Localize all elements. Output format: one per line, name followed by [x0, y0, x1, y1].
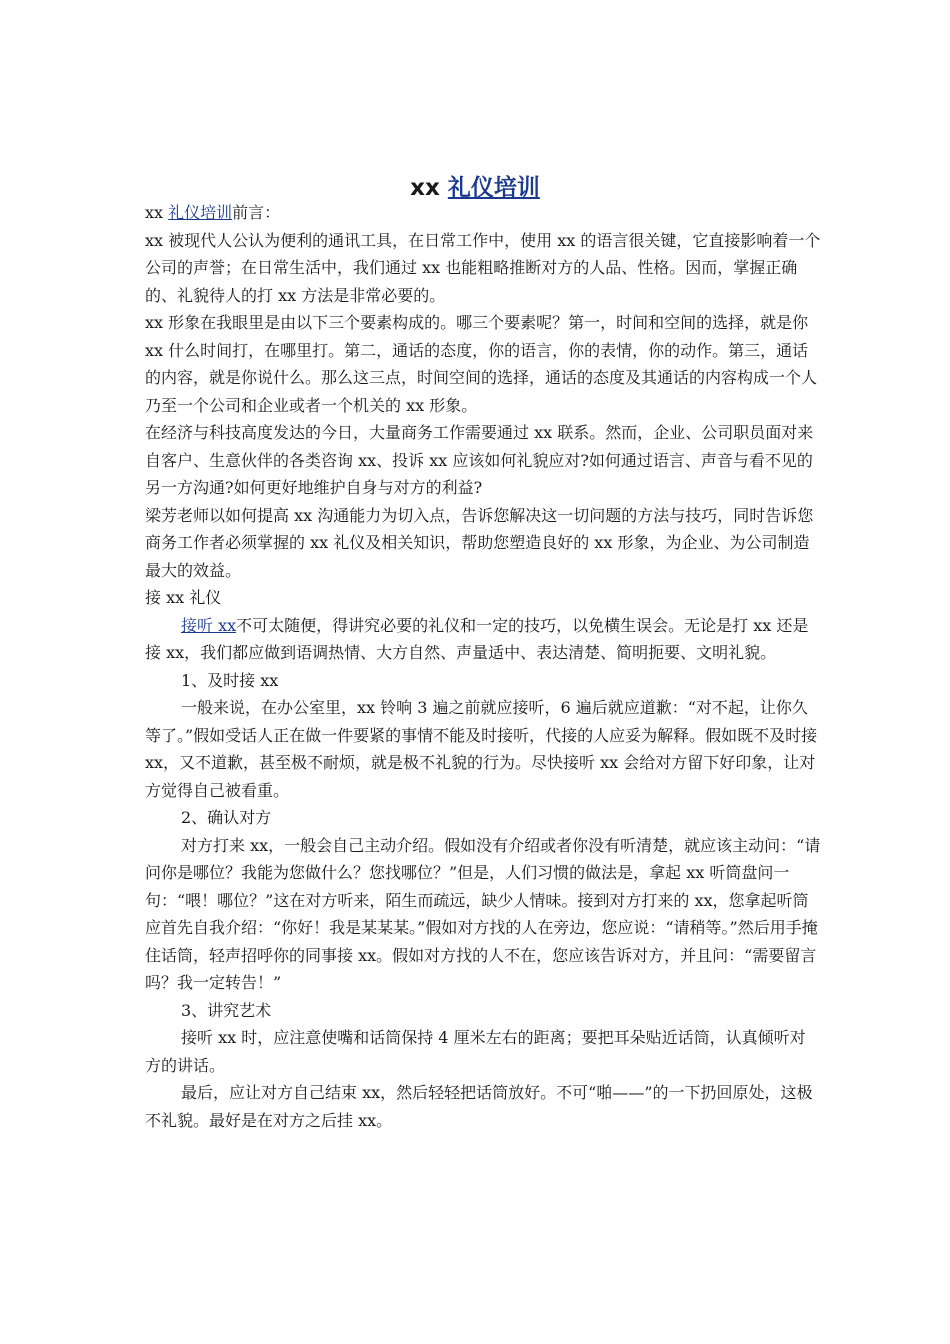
- item-2-heading: 2、确认对方: [181, 808, 272, 827]
- section-heading: 接 xx 礼仪: [145, 588, 222, 607]
- intro-heading-prefix: xx: [145, 203, 169, 222]
- paragraph-2: xx 形象在我眼里是由以下三个要素构成的。哪三个要素呢？第一，时间和空间的选择，就是你 xx 什么时间打，在哪里打。第二，通话的态度，你的语言，你的表情，你的动作。第三，通话的内容，就是你说什么。那么这三点，时间空间的选择，通话的态度及其通话的内容构成一个人乃至一个公司和企业或者一个机关的 xx 形象。: [145, 313, 818, 415]
- intro-heading-suffix: 前言：: [232, 203, 281, 222]
- item-1-heading: 1、及时接 xx: [181, 670, 279, 690]
- item-3-paragraph-2: 最后，应让对方自己结束 xx，然后轻轻把话筒放好。不可“啪——”的一下扔回原处，这极不礼貌。最好是在对方之后挂 xx。: [145, 1083, 813, 1130]
- section-intro-link[interactable]: 接听 xx: [181, 615, 237, 635]
- document-body: [145, 199, 821, 1134]
- paragraph-4: 梁芳老师以如何提高 xx 沟通能力为切入点，告诉您解决这一切问题的方法与技巧，同时告诉您商务工作者必须掌握的 xx 礼仪及相关知识，帮助您塑造良好的 xx 形象，为企业、为公司制造最大的效益。: [145, 505, 814, 580]
- title-prefix: xx: [410, 175, 448, 201]
- item-3-paragraph-1: 接听 xx 时，应注意使嘴和话筒保持 4 厘米左右的距离；要把耳朵贴近话筒，认真倾听对方的讲话。: [145, 1028, 806, 1075]
- intro-heading: [145, 199, 821, 227]
- item-2-paragraph: 对方打来 xx，一般会自己主动介绍。假如没有介绍或者你没有听清楚，就应该主动问：“请问你是哪位？我能为您做什么？您找哪位？”但是，人们习惯的做法是，拿起 xx 听筒盘问一句：“喂！哪位？”这在对方听来，陌生而疏远，缺少人情味。接到对方打来的 xx，您拿起听筒应首先自我介绍：“你好！我是某某某。”假如对方找的人在旁边，您应说：“请稍等。”然后用手掩住话筒，轻声招呼你的同事接 xx。假如对方找的人不在，您应该告诉对方，并且问：“需要留言吗？我一定转告！”: [145, 835, 821, 992]
- intro-heading-link[interactable]: 礼仪培训: [168, 203, 233, 222]
- paragraph-1: xx 被现代人公认为便利的通讯工具，在日常工作中，使用 xx 的语言很关键，它直接影响着一个公司的声誉；在日常生活中，我们通过 xx 也能粗略推断对方的人品、性格。因而，掌握正确的、礼貌待人的打 xx 方法是非常必要的。: [145, 230, 821, 305]
- paragraph-3: 在经济与科技高度发达的今日，大量商务工作需要通过 xx 联系。然而，企业、公司职员面对来自客户、生意伙伴的各类咨询 xx、投诉 xx 应该如何礼貌应对?如何通过语言、声音与看不见的另一方沟通?如何更好地维护自身与对方的利益?: [145, 423, 814, 497]
- section-intro: [145, 612, 821, 667]
- title-link[interactable]: 礼仪培训: [447, 175, 540, 201]
- section-intro-text: 不可太随便，得讲究必要的礼仪和一定的技巧，以免横生误会。无论是打 xx 还是接 xx，我们都应做到语调热情、大方自然、声量适中、表达清楚、简明扼要、文明礼貌。: [145, 615, 809, 662]
- item-1-paragraph: 一般来说，在办公室里，xx 铃响 3 遍之前就应接听，6 遍后就应道歉：“对不起，让你久等了。”假如受话人正在做一件要紧的事情不能及时接听，代接的人应妥为解释。假如既不及时接 xx，又不道歉，甚至极不耐烦，就是极不礼貌的行为。尽快接听 xx 会给对方留下好印象，让对方觉得自己被看重。: [145, 698, 818, 800]
- item-3-heading: 3、讲究艺术: [181, 1000, 272, 1020]
